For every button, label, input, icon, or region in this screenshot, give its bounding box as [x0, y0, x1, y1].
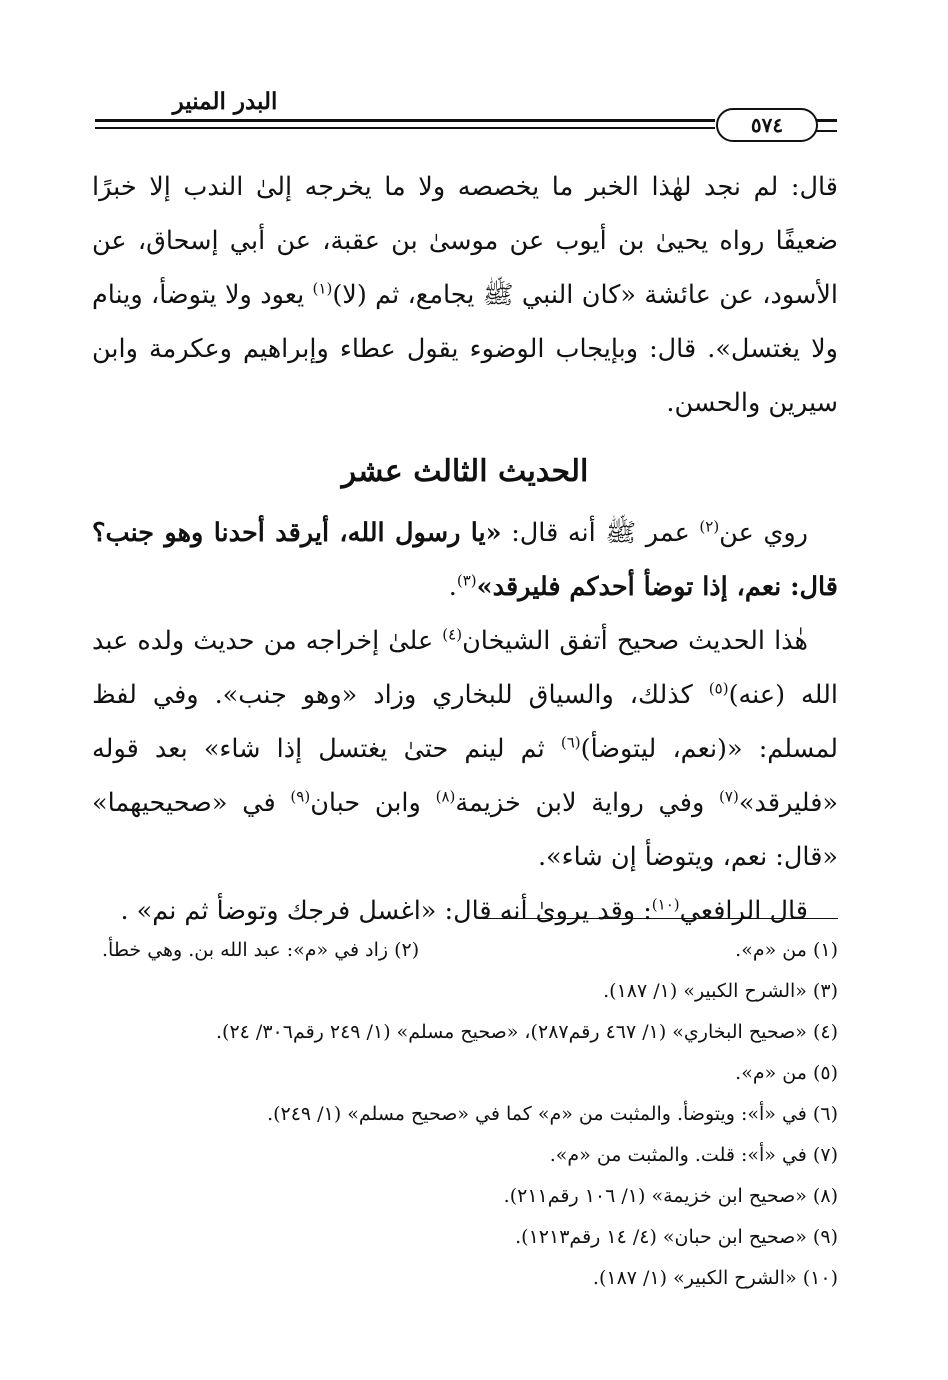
footnote-separator — [480, 918, 838, 919]
page-number-badge: ٥٧٤ — [716, 108, 818, 142]
paragraph-1 — [92, 160, 838, 430]
paragraph-3-text-c: كذلك، والسياق للبخاري وزاد «وهو جنب». وفي لفظ لمسلم: «(نعم، ليتوضأ) — [92, 680, 838, 764]
paragraph-4-text-b: : وقد يروىٰ أنه قال: «اغسل فرجك وتوضأ ثم نم» . — [120, 896, 652, 926]
footnote-ref-10: (١٠) — [651, 895, 680, 914]
paragraph-3-text-a: هٰذا الحديث صحيح أتفق الشيخان — [462, 626, 809, 656]
footnote-10: (١٠) «الشرح الكبير» (١/ ١٨٧). — [592, 1267, 838, 1289]
footnote-1: (١) من «م». — [735, 939, 838, 961]
footnote-8: (٨) «صحيح ابن خزيمة» (١/ ١٠٦ رقم٢١١). — [503, 1185, 838, 1207]
header-rule-top — [95, 119, 715, 122]
footnote-7: (٧) في «أ»: قلت. والمثبت من «م». — [549, 1144, 838, 1166]
footnote-3: (٣) «الشرح الكبير» (١/ ١٨٧). — [603, 980, 838, 1002]
footnote-ref-1: (١) — [312, 279, 333, 298]
footnote-9: (٩) «صحيح ابن حبان» (٤/ ١٤ رقم١٢١٣). — [515, 1226, 838, 1248]
footnote-ref-9: (٩) — [290, 787, 311, 806]
paragraph-3-text-g: في «صحيحيهما» «قال: نعم، ويتوضأ إن شاء». — [92, 788, 838, 872]
header-rule-stub — [815, 119, 837, 132]
footnote-row-1-2 — [92, 930, 838, 971]
footnote-ref-3: (٣) — [456, 571, 477, 590]
paragraph-3-text-b: علىٰ إخراجه من حديث ولده عبد الله (عنه) — [92, 626, 838, 710]
paragraph-3-text-f: وابن حبان — [310, 788, 436, 818]
header-rule-bottom — [95, 127, 715, 129]
running-header-title: البدر المنير — [172, 88, 278, 115]
paragraph-2-end: . — [448, 572, 457, 602]
paragraph-2 — [92, 506, 838, 614]
footnote-ref-6: (٦) — [560, 733, 581, 752]
footnote-ref-8: (٨) — [435, 787, 456, 806]
footnote-ref-2: (٢) — [699, 517, 720, 536]
footnote-5: (٥) من «م». — [735, 1062, 838, 1084]
paragraph-4-text-a: قال الرافعي — [679, 896, 808, 926]
hadith-text: «يا رسول الله، أيرقد أحدنا وهو جنب؟ قال: نعم، إذا توضأ أحدكم فليرقد» — [92, 518, 838, 602]
paragraph-2-text-a: روي عن — [719, 518, 808, 548]
paragraph-1-text-b: يعود ولا يتوضأ، وينام ولا يغتسل». قال: وبإيجاب الوضوء يقول عطاء وإبراهيم وعكرمة وابن سيرين والحسن. — [92, 280, 838, 418]
footnote-6: (٦) في «أ»: ويتوضأ. والمثبت من «م» كما في «صحيح مسلم» (١/ ٢٤٩). — [267, 1103, 838, 1125]
section-heading: الحديث الثالث عشر — [341, 454, 589, 489]
paragraph-3-text-e: وفي رواية لابن خزيمة — [455, 788, 720, 818]
footnote-ref-7: (٧) — [719, 787, 739, 806]
main-text — [92, 160, 838, 938]
paragraph-3-text-d: ثم لينم حتىٰ يغتسل إذا شاء» بعد قوله «فليرقد» — [92, 734, 839, 818]
footnote-2: (٢) زاد في «م»: عبد الله بن. وهي خطأ. — [102, 939, 420, 961]
paragraph-2-text-b: عمر ﷺ أنه قال: — [501, 518, 700, 548]
footnote-ref-4: (٤) — [442, 625, 463, 644]
paragraph-1-text-a: قال: لم نجد لهٰذا الخبر ما يخصصه ولا ما يخرجه إلىٰ الندب إلا خبرًا ضعيفًا رواه يحيىٰ بن أيوب عن موسىٰ بن عقبة، عن أبي إسحاق، عن الأسود، عن عائشة «كان النبي ﷺ يجامع، ثم (لا) — [92, 172, 838, 310]
footnote-ref-5: (٥) — [708, 679, 729, 698]
footnote-4: (٤) «صحيح البخاري» (١/ ٤٦٧ رقم٢٨٧)، «صحيح مسلم» (١/ ٢٤٩ رقم٣٠٦/ ٢٤). — [215, 1021, 838, 1043]
paragraph-3 — [92, 614, 838, 884]
footnotes — [92, 930, 838, 1299]
